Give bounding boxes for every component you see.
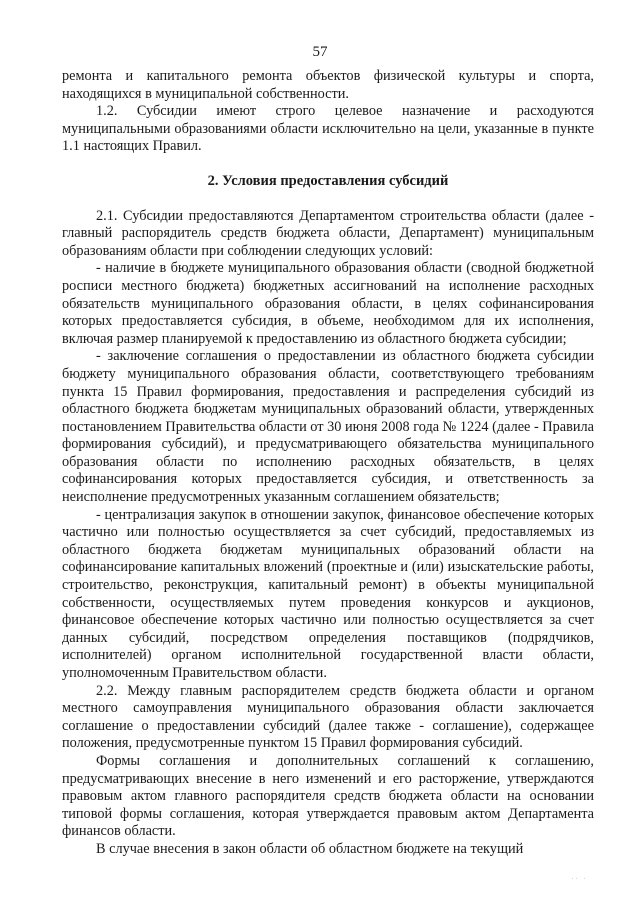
condition-budget-allocation: - наличие в бюджете муниципального образования области (сводной бюджетной росписи местного бюджета) бюджетных ассигнований на исполнение расходных обязательств муниципального образования области, в целях софинансирования которых предоставляется субсидия, в объеме, необходимом для их исполнения, включая размер планируемой к предоставлению из областного бюджета субсидии; bbox=[62, 260, 594, 347]
paragraph-1-2: 1.2. Субсидии имеют строго целевое назначение и расходуются муниципальными образованиями области исключительно на цели, указанные в пункте 1.1 настоящих Правил. bbox=[62, 103, 594, 155]
page-number: 57 bbox=[312, 44, 328, 60]
paragraph-2-2: 2.2. Между главным распорядителем средств бюджета области и органом местного самоуправления муниципального образования области заключается соглашение о предоставлении субсидий (далее также - соглашение), содержащее положения, предусмотренные пунктом 15 Правил формирования субсидий. bbox=[62, 682, 594, 752]
condition-agreement: - заключение соглашения о предоставлении из областного бюджета субсидии бюджету муниципального образования области, соответствующего требованиям пункта 15 Правил формирования, предоставления и распределения субсидий из областного бюджета бюджетам муниципальных образований области, утвержденных постановлением Правительства области от 30 июня 2008 года № 1224 (далее - Правила формирования субсидий), и предусматривающего обязательства муниципального образования области по исполнению расходных обязательств, в целях софинансирования которых предоставляется субсидия, и ответственность за неисполнение предусмотренных указанным соглашением обязательств; bbox=[62, 348, 595, 506]
paragraph-continuation: ремонта и капитального ремонта объектов физической культуры и спорта, находящихся в муниципальной собственности. bbox=[62, 68, 594, 102]
section-heading: 2. Условия предоставления субсидий bbox=[207, 172, 449, 189]
condition-centralized-procurement: - централизация закупок в отношении закупок, финансовое обеспечение которых частично или полностью осуществляется за счет субсидий, предоставляемых из областного бюджета бюджетам муниципальных образований области на софинансирование капитальных вложений (проектные и (или) изыскательские работы, строительство, реконструкция, капитальный ремонт) в объекты муниципальной собственности, осуществляемых путем проведения конкурсов и аукционов, финансовое обеспечение которых частично или полностью осуществляется за счет данных субсидий, посредством определения поставщиков (подрядчиков, исполнителей) органом исполнительной государственной власти области, уполномоченным Правительством области. bbox=[62, 506, 594, 681]
document-body bbox=[62, 68, 594, 859]
paragraph-budget-law-changes: В случае внесения в закон области об областном бюджете на текущий bbox=[96, 840, 524, 857]
paragraph-2-1: 2.1. Субсидии предоставляются Департаментом строительства области (далее - главный распорядитель средств бюджета области, Департамент) муниципальным образованиям области при соблюдении следующих условий: bbox=[62, 207, 594, 259]
scan-artifact: ˈˈ ˈ bbox=[571, 877, 588, 885]
paragraph-agreement-forms: Формы соглашения и дополнительных соглашений к соглашению, предусматривающих внесение в него изменений и его расторжение, утверждаются правовым актом главного распорядителя средств бюджета области на основании типовой формы соглашения, которая утверждается правовым актом Департамента финансов области. bbox=[62, 752, 594, 840]
